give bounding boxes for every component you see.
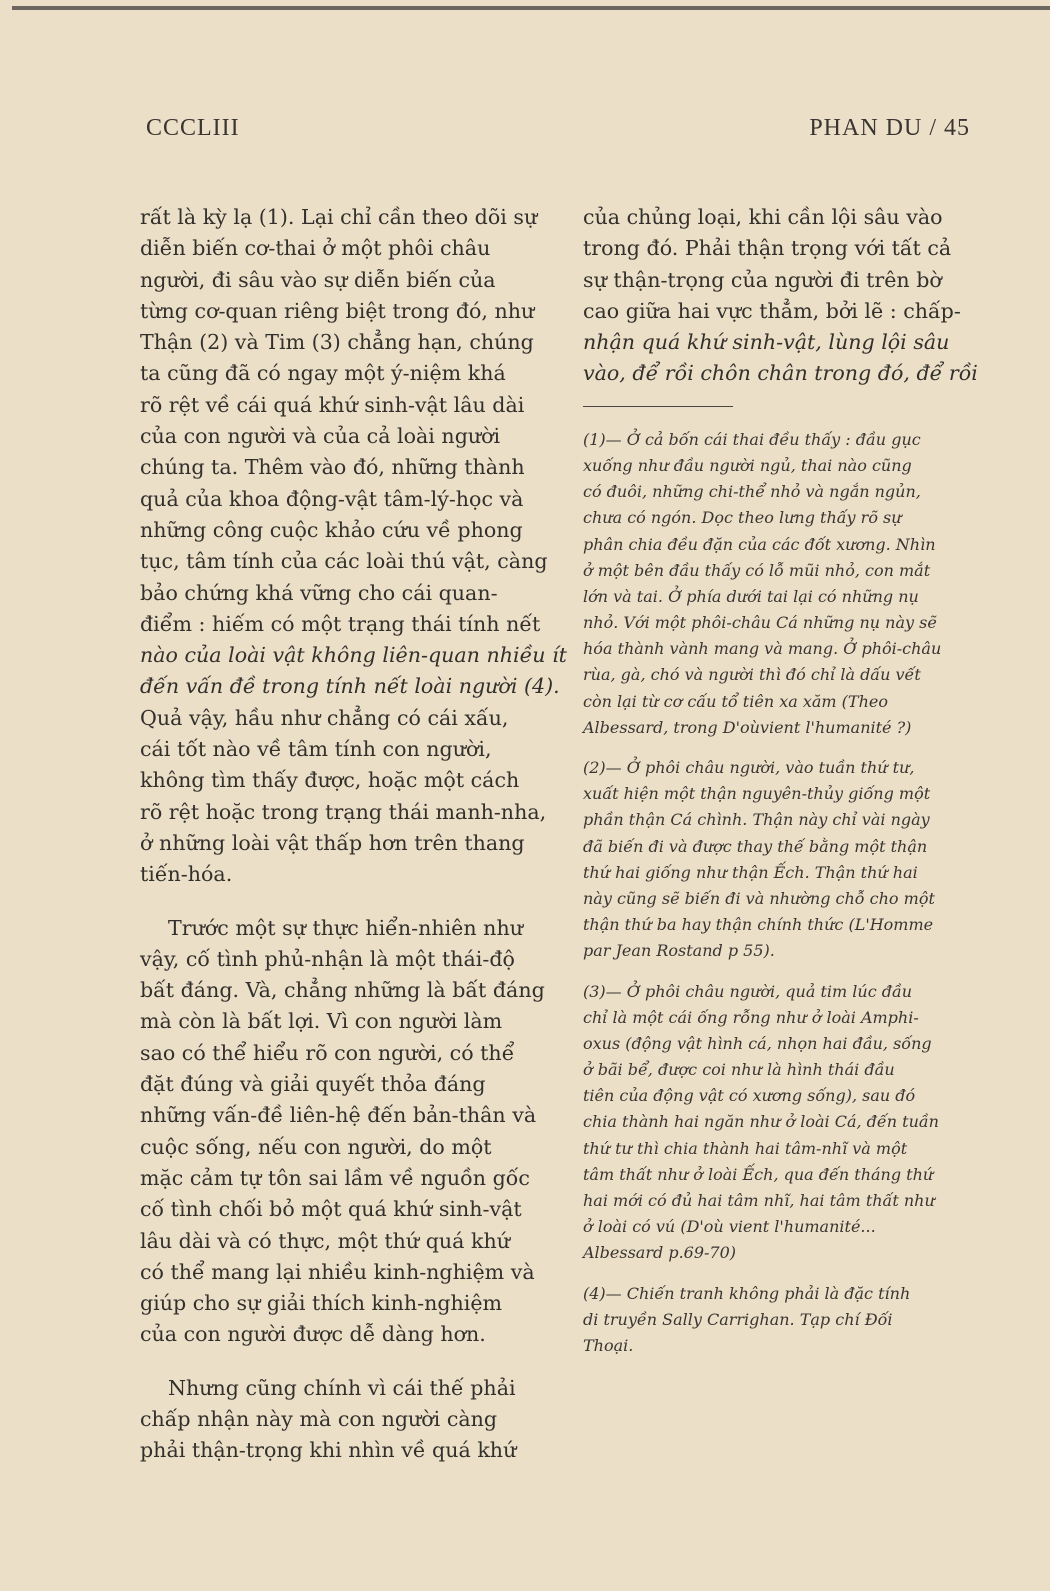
text-line: rất là kỳ lạ (1). Lại chỉ cần theo dõi sự [140,205,538,229]
footnote-line: còn lại từ cơ cấu tổ tiên xa xăm (Theo [583,691,888,711]
text-line: Quả vậy, hầu như chẳng có cái xấu, [140,705,509,730]
footnote-line: tâm thất như ở loài Ếch, qua đến tháng thứ [583,1164,934,1184]
footnote-line: Albessard, trong D'oùvient l'humanité ?) [583,717,912,737]
text-line: không tìm thấy được, hoặc một cách [140,768,520,793]
text-line: nhận quá khứ sinh-vật, lùng lội sâu [583,330,950,355]
text-line: Nhưng cũng chính vì cái thế phải [168,1375,516,1400]
text-line: đặt đúng và giải quyết thỏa đáng [140,1072,486,1097]
footnote-line: thứ hai giống như thận Ếch. Thận thứ hai [583,862,918,882]
text-line: trong đó. Phải thận trọng với tất cả [583,236,952,261]
paragraph-1 [140,202,567,891]
text-line: Trước một sự thực hiển-nhiên như [168,915,523,940]
footnote-line: tiên của động vật có xương sống), sau đó [583,1086,916,1106]
text-line: vậy, cố tình phủ-nhận là một thái-độ [140,946,515,971]
footnote-1 [583,427,983,741]
footnote-line: di truyền Sally Carrighan. Tạp chí Đối [583,1309,893,1329]
text-line: cái tốt nào về tâm tính con người, [140,737,492,762]
text-line: cuộc sống, nếu con người, do một [140,1134,492,1159]
text-line: cao giữa hai vực thẳm, bởi lẽ : chấp- [583,298,961,323]
text-line: nào của loài vật không liên-quan nhiều ít [140,643,567,668]
text-line: rõ rệt hoặc trong trạng thái manh-nha, [140,799,547,824]
top-border [12,6,1050,10]
paragraph-2 [140,913,552,1351]
footnote-line: đã biến đi và được thay thế bằng một thận [583,836,928,856]
paragraph-3 [140,1373,552,1467]
footnote-2 [583,755,983,965]
footnote-line: phần thận Cá chình. Thận này chỉ vài ngày [583,810,930,830]
right-column [583,202,983,1373]
text-line: sự thận-trọng của người đi trên bờ [583,267,942,292]
footnote-line: ở bãi bể, được coi như là hình thái đầu [583,1060,895,1080]
text-line: chấp nhận này mà con người càng [140,1406,498,1431]
text-line: lâu dài và có thực, một thứ quá khứ [140,1228,511,1253]
continued-text [583,202,983,390]
footnote-line: (2)— Ở phôi châu người, vào tuần thứ tư, [583,758,915,778]
running-header-left: CCCLIII [146,115,240,141]
text-line: rõ rệt về cái quá khứ sinh-vật lâu dài [140,392,525,417]
footnote-line: thứ tư thì chia thành hai tâm-nhĩ và một [583,1138,908,1158]
footnote-line: ở một bên đầu thấy có lỗ mũi nhỏ, con mắt [583,560,931,580]
footnote-line: chỉ là một cái ống rỗng như ở loài Amphi- [583,1007,919,1027]
text-line: từng cơ-quan riêng biệt trong đó, như [140,298,535,323]
text-line: ta cũng đã có ngay một ý-niệm khá [140,361,506,386]
text-line: bất đáng. Và, chẳng những là bất đáng [140,978,545,1003]
paragraph-gap [140,1351,552,1373]
footnote-line: xuống như đầu người ngủ, thai nào cũng [583,455,912,475]
text-line: mà còn là bất lợi. Vì con người làm [140,1009,503,1034]
text-line: diễn biến cơ-thai ở một phôi châu [140,236,491,261]
text-line: điểm : hiếm có một trạng thái tính nết [140,611,541,636]
footnote-line: hóa thành vành mang và mang. Ở phôi-châu [583,639,942,659]
text-line: Thận (2) và Tim (3) chẳng hạn, chúng [140,330,534,355]
footnote-line: (4)— Chiến tranh không phải là đặc tính [583,1283,911,1303]
page-number-header: PHAN DU / 45 [809,115,970,141]
text-line: chúng ta. Thêm vào đó, những thành [140,455,525,480]
left-column [140,202,567,1467]
text-line: người, đi sâu vào sự diễn biến của [140,267,496,292]
footnote-line: oxus (động vật hình cá, nhọn hai đầu, sống [583,1033,932,1053]
footnote-line: thận thứ ba hay thận chính thức (L'Homme [583,915,934,935]
footnote-line: rùa, gà, chó và người thì đó chỉ là dấu vết [583,665,921,685]
text-line: quả của khoa động-vật tâm-lý-học và [140,486,524,511]
text-line: sao có thể hiểu rõ con người, có thể [140,1040,515,1065]
text-line: tục, tâm tính của các loài thú vật, càng [140,549,548,574]
footnote-line: Thoại. [583,1335,634,1355]
text-line: phải thận-trọng khi nhìn về quá khứ [140,1438,517,1463]
text-line: có thể mang lại nhiều kinh-nghiệm và [140,1259,535,1284]
text-line: bảo chứng khá vững cho cái quan- [140,580,498,605]
text-line: của con người và của cả loài người [140,424,501,449]
footnote-line: (3)— Ở phôi châu người, quả tim lúc đầu [583,981,913,1001]
footnote-line: nhỏ. Với một phôi-châu Cá những nụ này sẽ [583,613,937,633]
text-line: những công cuộc khảo cứu về phong [140,517,523,542]
footnote-line: par Jean Rostand p 55). [583,941,775,961]
text-line: những vấn-đề liên-hệ đến bản-thân và [140,1103,537,1128]
text-line: giúp cho sự giải thích kinh-nghiệm [140,1291,503,1316]
footnote-line: Albessard p.69-70) [583,1243,737,1263]
footnote-line: chưa có ngón. Dọc theo lưng thấy rõ sự [583,508,902,528]
text-line: của chủng loại, khi cần lội sâu vào [583,205,943,229]
text-line: ở những loài vật thấp hơn trên thang [140,830,525,855]
text-line: của con người được dễ dàng hơn. [140,1322,486,1347]
footnote-line: phân chia đều đặn của các đốt xương. Nhìn [583,534,936,554]
footnote-line: (1)— Ở cả bốn cái thai đều thấy : đầu gục [583,429,921,449]
text-line: cố tình chối bỏ một quá khứ sinh-vật [140,1197,522,1222]
footnote-line: ở loài có vú (D'où vient l'humanité... [583,1217,876,1237]
footnote-line: này cũng sẽ biến đi và nhường chỗ cho một [583,888,935,908]
text-line: đến vấn đề trong tính nết loài người (4). [140,674,560,699]
footnote-line: có đuôi, những chi-thể nhỏ và ngắn ngủn, [583,482,921,502]
text-line: tiến-hóa. [140,862,233,887]
footnote-line: chia thành hai ngăn như ở loài Cá, đến tuần [583,1112,939,1132]
paragraph-gap [140,891,552,913]
footnote-line: hai mới có đủ hai tâm nhĩ, hai tâm thất như [583,1191,935,1211]
footnote-line: xuất hiện một thận nguyên-thủy giống một [583,784,931,804]
footnote-line: lớn và tai. Ở phía dưới tai lại có những nụ [583,586,919,606]
text-line: vào, để rồi chôn chân trong đó, để rồi [583,361,978,386]
footnote-4 [583,1281,983,1360]
footnote-3 [583,979,983,1267]
text-line: mặc cảm tự tôn sai lầm về nguồn gốc [140,1165,530,1190]
footnote-divider [583,406,733,407]
